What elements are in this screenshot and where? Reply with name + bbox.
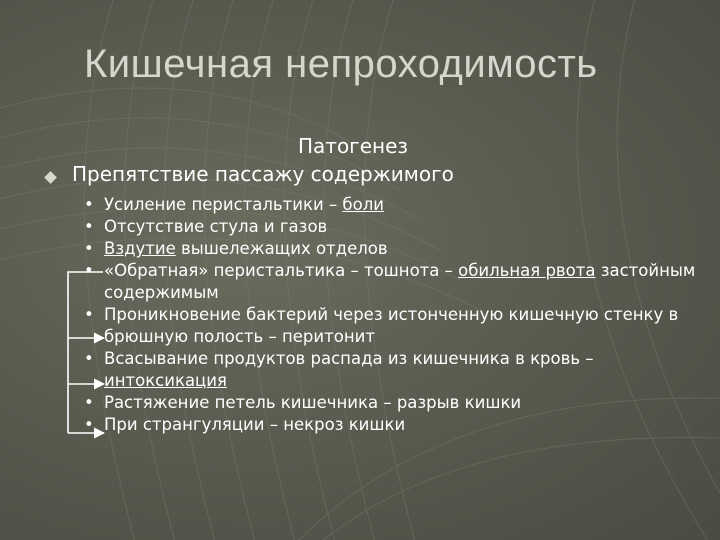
bullet-dot-icon: • (84, 393, 94, 412)
list-item: • Всасывание продуктов распада из кишечника в кровь – интоксикация (84, 349, 594, 390)
bullet-dot-icon: • (84, 415, 94, 434)
list-item: • Растяжение петель кишечника – разрыв кишки (84, 393, 522, 412)
pathogenesis-list (82, 194, 702, 436)
main-point-text: Препятствие пассажу содержимого (72, 162, 454, 186)
bullet-dot-icon: • (84, 239, 94, 258)
list-item: • Усиление перистальтики – боли (84, 195, 384, 214)
bullet-dot-icon: • (84, 305, 94, 324)
list-item: • «Обратная» перистальтика – тошнота – обильная рвота застойным содержимым (84, 261, 696, 302)
bullet-dot-icon: • (84, 261, 94, 280)
slide-title: Кишечная непроходимость (84, 42, 598, 86)
bullet-dot-icon: • (84, 195, 94, 214)
list-item: • При странгуляции – некроз кишки (84, 415, 406, 434)
list-item: • Отсутствие стула и газов (84, 217, 328, 236)
bullet-dot-icon: • (84, 349, 94, 368)
bullet-dot-icon: • (84, 217, 94, 236)
slide-subtitle: Патогенез (298, 134, 409, 158)
list-item: • Проникновение бактерий через истонченную кишечную стенку в брюшную полость – перитонит (84, 305, 679, 346)
list-item: • Вздутие вышележащих отделов (84, 239, 388, 258)
